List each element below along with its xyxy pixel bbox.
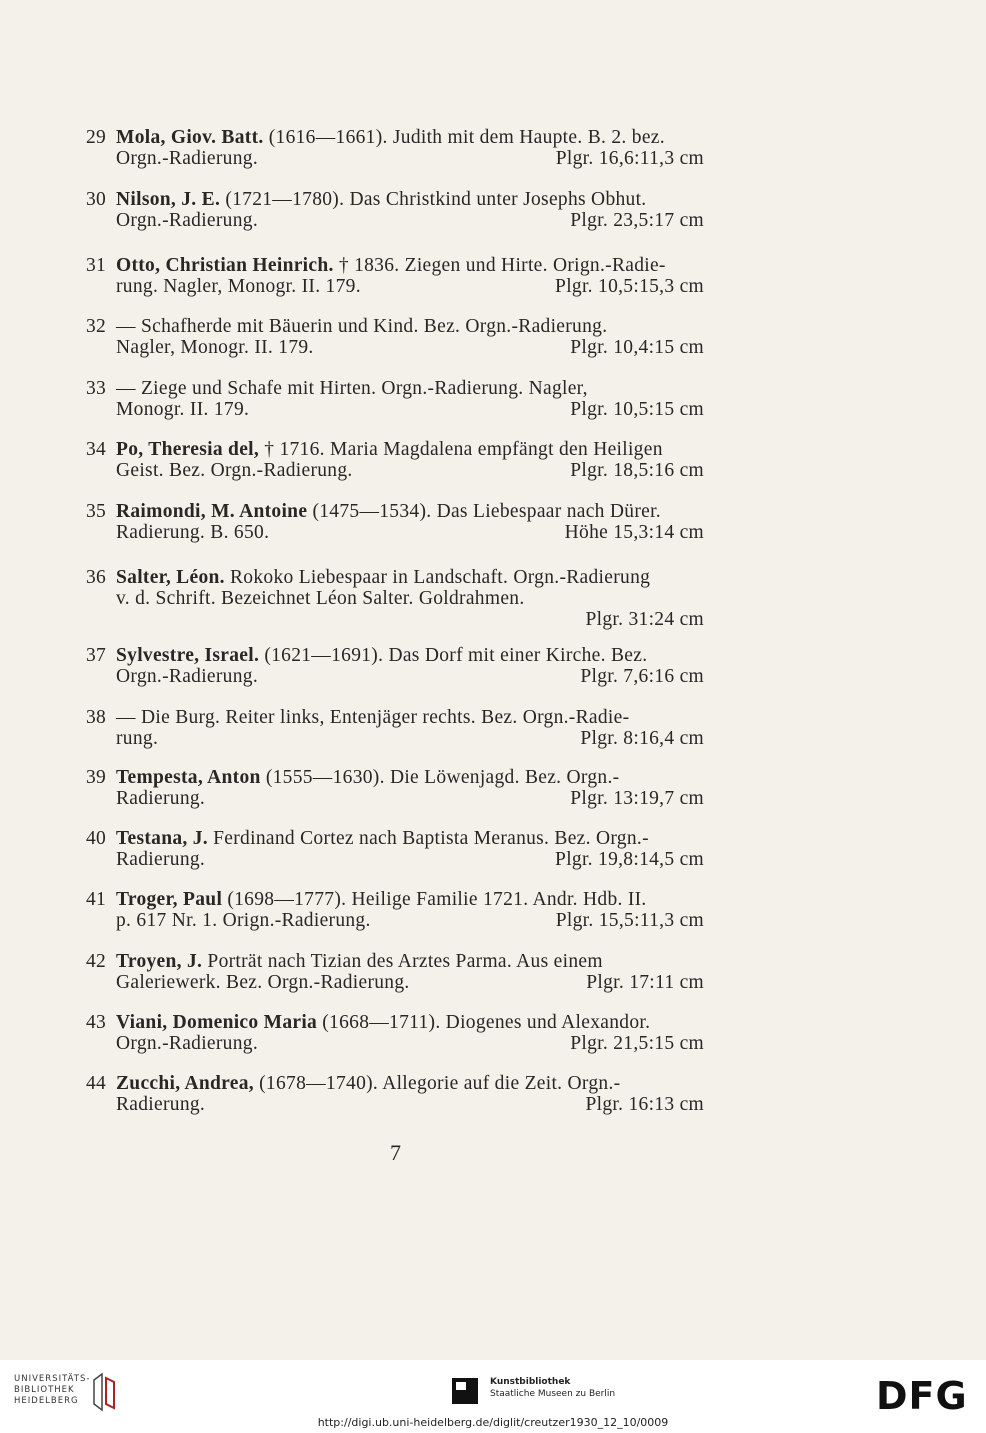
entry-number: 39 (86, 767, 107, 788)
entry-number: 31 (86, 255, 107, 276)
entry-description: — Ziege und Schafe mit Hirten. Orgn.-Radierung. Nagler, (116, 378, 588, 399)
entry-line-1 (116, 567, 728, 588)
entry-line-1 (116, 501, 728, 522)
artist-name: Mola, Giov. Batt. (116, 127, 264, 148)
library-name-line: HEIDELBERG (14, 1396, 79, 1406)
entry-line-1 (116, 951, 728, 972)
entry-line-2: Nagler, Monogr. II. 179. (116, 337, 314, 358)
artist-name: Troyen, J. (116, 951, 203, 972)
entry-number: 29 (86, 127, 107, 148)
entry-line-2: Radierung. (116, 788, 206, 809)
entry-description: (1616—1661). Judith mit dem Haupte. B. 2. bez. (263, 127, 665, 148)
entry-line-2: Orgn.-Radierung. (116, 1033, 258, 1054)
entry-line-1 (116, 189, 728, 210)
entry-description: (1698—1777). Heilige Familie 1721. Andr. Hdb. II. (222, 889, 647, 910)
entry-line-2: rung. Nagler, Monogr. II. 179. (116, 276, 361, 297)
entry-description: Porträt nach Tizian des Arztes Parma. Aus einem (202, 951, 603, 972)
entry-line-2: Orgn.-Radierung. (116, 210, 258, 231)
artist-name: Sylvestre, Israel. (116, 645, 260, 666)
artist-name: Zucchi, Andrea, (116, 1073, 254, 1094)
entry-number: 44 (86, 1073, 107, 1094)
entry-number: 36 (86, 567, 107, 588)
entry-line-1 (116, 828, 728, 849)
entry-measurement: Plgr. 13:19,7 cm (570, 788, 704, 809)
artist-name: Po, Theresia del, (116, 439, 260, 460)
entry-description: (1668—1711). Diogenes und Alexandor. (317, 1012, 651, 1033)
entry-line-2: rung. (116, 728, 159, 749)
entry-line-2: Orgn.-Radierung. (116, 666, 258, 687)
artist-name: Otto, Christian Heinrich. (116, 255, 334, 276)
entry-line-2: Radierung. B. 650. (116, 522, 270, 543)
page-number: 7 (390, 1140, 401, 1165)
footer-bar (0, 1360, 986, 1433)
entry-measurement: Plgr. 16:13 cm (585, 1094, 704, 1115)
entry-measurement: Plgr. 18,5:16 cm (570, 460, 704, 481)
entry-measurement: Plgr. 23,5:17 cm (570, 210, 704, 231)
entry-line-1 (116, 1012, 728, 1033)
entry-measurement: Plgr. 15,5:11,3 cm (555, 910, 704, 931)
entry-measurement: Plgr. 19,8:14,5 cm (555, 849, 704, 870)
artist-name: Salter, Léon. (116, 567, 225, 588)
permalink-url[interactable]: http://digi.ub.uni-heidelberg.de/diglit/creutzer1930_12_10/0009 (317, 1416, 669, 1429)
entry-line-2: Radierung. (116, 849, 206, 870)
entry-measurement: Plgr. 31:24 cm (585, 609, 704, 630)
entry-number: 42 (86, 951, 107, 972)
entry-line-1 (116, 378, 728, 399)
entry-line-2: Radierung. (116, 1094, 206, 1115)
entry-number: 38 (86, 707, 107, 728)
entry-line-1 (116, 316, 728, 337)
entry-line-1 (116, 255, 728, 276)
library-logo-text[interactable] (14, 1374, 90, 1407)
entry-line-1 (116, 889, 728, 910)
entry-line-1 (116, 645, 728, 666)
artist-name: Testana, J. (116, 828, 208, 849)
library-name-line: UNIVERSITÄTS- (14, 1374, 91, 1384)
entry-number: 32 (86, 316, 107, 337)
entry-line-2: v. d. Schrift. Bezeichnet Léon Salter. Goldrahmen. (116, 588, 525, 609)
entry-description: (1721—1780). Das Christkind unter Josephs Obhut. (220, 189, 647, 210)
artist-name: Nilson, J. E. (116, 189, 221, 210)
entry-line-1 (116, 707, 728, 728)
entry-line-2: p. 617 Nr. 1. Orign.-Radierung. (116, 910, 371, 931)
entry-measurement: Plgr. 10,4:15 cm (570, 337, 704, 358)
museum-name: Kunstbibliothek (490, 1377, 571, 1387)
artist-name: Troger, Paul (116, 889, 223, 910)
entry-measurement: Plgr. 16,6:11,3 cm (555, 148, 704, 169)
entry-measurement: Höhe 15,3:14 cm (564, 522, 704, 543)
dfg-logo[interactable]: DFG (876, 1374, 968, 1418)
entry-measurement: Plgr. 8:16,4 cm (580, 728, 704, 749)
entry-measurement: Plgr. 7,6:16 cm (580, 666, 704, 687)
entry-number: 34 (86, 439, 107, 460)
entry-description: (1621—1691). Das Dorf mit einer Kirche. Bez. (259, 645, 648, 666)
entry-number: 40 (86, 828, 107, 849)
entry-number: 33 (86, 378, 107, 399)
entry-description: † 1716. Maria Magdalena empfängt den Heiligen (259, 439, 663, 460)
artist-name: Tempesta, Anton (116, 767, 261, 788)
entry-description: — Schafherde mit Bäuerin und Kind. Bez. Orgn.-Radierung. (116, 316, 608, 337)
entry-line-2: Orgn.-Radierung. (116, 148, 258, 169)
entry-measurement: Plgr. 21,5:15 cm (570, 1033, 704, 1054)
museum-credit (490, 1376, 615, 1400)
museum-logo-icon[interactable] (452, 1378, 478, 1404)
library-mark-icon (88, 1372, 118, 1412)
artist-name: Viani, Domenico Maria (116, 1012, 318, 1033)
entry-line-2: Geist. Bez. Orgn.-Radierung. (116, 460, 353, 481)
artist-name: Raimondi, M. Antoine (116, 501, 308, 522)
entry-line-2: Monogr. II. 179. (116, 399, 250, 420)
entry-line-1 (116, 1073, 728, 1094)
library-name-line: BIBLIOTHEK (14, 1385, 75, 1395)
entry-number: 37 (86, 645, 107, 666)
entry-description: (1555—1630). Die Löwenjagd. Bez. Orgn.- (260, 767, 620, 788)
entry-number: 43 (86, 1012, 107, 1033)
entry-line-2: Galeriewerk. Bez. Orgn.-Radierung. (116, 972, 410, 993)
entry-description: Ferdinand Cortez nach Baptista Meranus. Bez. Orgn.- (207, 828, 649, 849)
entry-description: † 1836. Ziegen und Hirte. Orign.-Radie- (333, 255, 666, 276)
entry-line-1 (116, 767, 728, 788)
entry-measurement: Plgr. 17:11 cm (586, 972, 704, 993)
entry-description: (1678—1740). Allegorie auf die Zeit. Orgn.- (253, 1073, 621, 1094)
entry-description: — Die Burg. Reiter links, Entenjäger rechts. Bez. Orgn.-Radie- (116, 707, 630, 728)
entry-number: 30 (86, 189, 107, 210)
entry-measurement: Plgr. 10,5:15,3 cm (555, 276, 704, 297)
entry-line-1 (116, 127, 728, 148)
museum-subtitle: Staatliche Museen zu Berlin (490, 1389, 616, 1399)
entry-line-1 (116, 439, 728, 460)
entry-description: (1475—1534). Das Liebespaar nach Dürer. (307, 501, 661, 522)
entry-description: Rokoko Liebespaar in Landschaft. Orgn.-Radierung (224, 567, 651, 588)
entry-number: 41 (86, 889, 107, 910)
entry-number: 35 (86, 501, 107, 522)
entry-measurement: Plgr. 10,5:15 cm (570, 399, 704, 420)
